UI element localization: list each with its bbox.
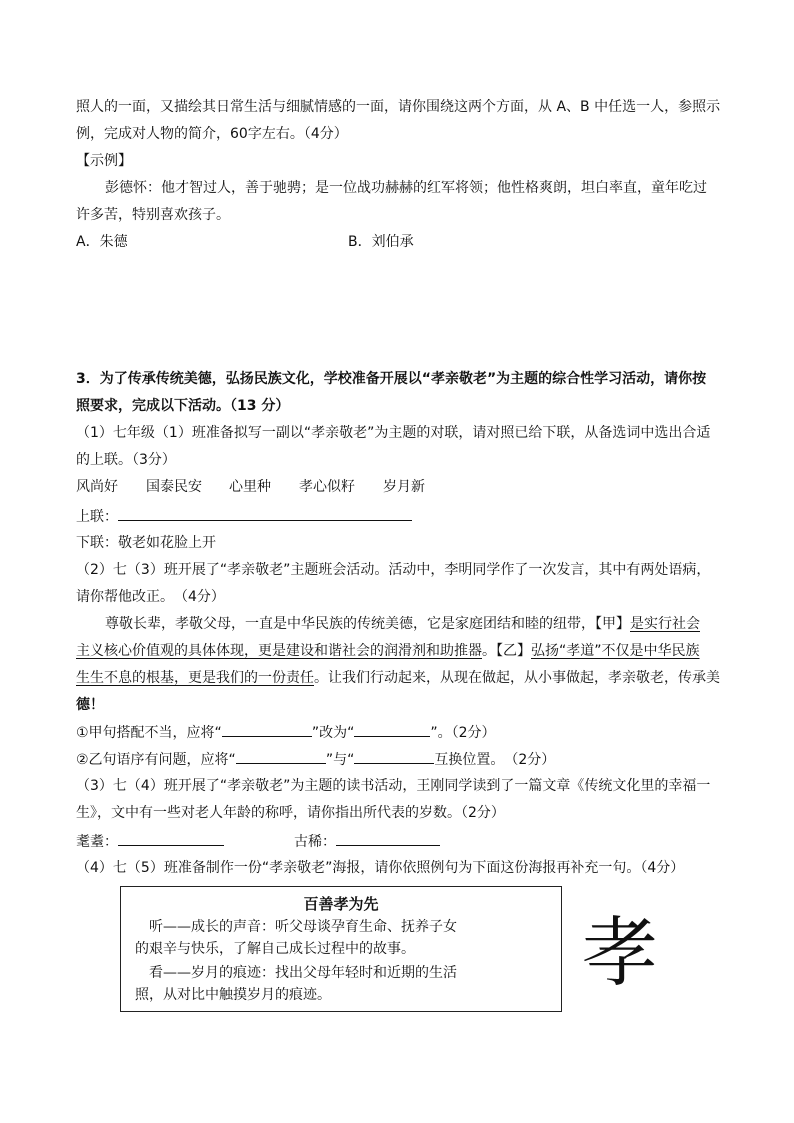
age-row [76, 831, 440, 852]
fix2-blank-a[interactable] [236, 749, 326, 764]
passage-line3 [76, 668, 720, 688]
word-4: 孝心似籽 [299, 479, 355, 495]
q3-part2-line2: 请你帮他改正。 （4分） [76, 589, 225, 605]
q3-part4-line: （4）七（5）班准备制作一份“孝亲敬老”海报，请你依照例句为下面这份海报再补充一句。（4分） [76, 860, 685, 876]
lower-couplet: 下联：敬老如花脸上开 [76, 535, 216, 551]
q3-part1-line2: 的上联。（3分） [76, 452, 176, 468]
example-line2: 许多苦，特别喜欢孩子。 [76, 207, 230, 223]
q3-part2-line1: （2）七（3）班开展了“孝亲敬老”主题班会活动。活动中，李明同学作了一次发言，其中有两处语病， [76, 562, 711, 578]
q3-part1-line1: （1）七年级（1）班准备拟写一副以“孝亲敬老”为主题的对联，请对照已给下联，从备选词中选出合适 [76, 425, 711, 441]
q2-text-line2: 例，完成对人物的简介，60字左右。（4分） [76, 126, 348, 142]
poster-line4: 照，从对比中触摸岁月的痕迹。 [135, 987, 331, 1003]
passage-line2 [76, 641, 700, 661]
word-3: 心里种 [229, 479, 271, 495]
poster-title: 百善孝为先 [303, 895, 379, 913]
poster-line3: 看——岁月的痕迹：找出父母年轻时和近期的生活 [135, 965, 457, 981]
yi-sentence-part1: 弘扬“孝道”不仅是中华民族 [531, 643, 700, 659]
jia-sentence-part2: 主义核心价值观的具体体现，更是建设和谐社会的润滑剂和助推器 [76, 643, 482, 659]
age-label-a: 耄耋： [76, 834, 118, 850]
word-2: 国泰民安 [146, 479, 202, 495]
age-blank-a[interactable] [118, 831, 224, 846]
fix2-blank-b[interactable] [354, 749, 434, 764]
fix2-text-a: ②乙句语序有问题，应将“ [76, 752, 236, 768]
yi-tag: 。【乙】 [482, 643, 531, 659]
upper-couplet-row [76, 506, 412, 527]
poster-big-character: 孝 [582, 908, 658, 997]
passage-line1 [105, 614, 700, 634]
upper-couplet-label: 上联： [76, 509, 118, 525]
age-blank-b[interactable] [336, 831, 440, 846]
fix2-text-c: 互换位置。 （2分） [434, 752, 556, 768]
word-1: 风尚好 [76, 479, 118, 495]
fix1-blank-to[interactable] [354, 722, 430, 737]
age-label-b: 古稀： [294, 834, 336, 850]
poster-line2: 的艰辛与快乐，了解自己成长过程中的故事。 [135, 941, 415, 957]
fix1-text-a: ①甲句搭配不当，应将“ [76, 725, 222, 741]
word-5: 岁月新 [383, 479, 425, 495]
q3-part3-line2: 生》，文中有一些对老人年龄的称呼，请你指出所代表的岁数。（2分） [76, 805, 505, 821]
fix1-row [76, 722, 496, 743]
fix1-blank-from[interactable] [222, 722, 312, 737]
poster-line1: 听——成长的声音：听父母谈孕育生命、抚养子女 [135, 919, 457, 935]
fix2-row [76, 749, 555, 770]
yi-sentence-part2: 生生不息的根基，更是我们的一份责任 [76, 670, 314, 686]
fix1-text-c: ”。（2分） [430, 725, 496, 741]
passage-line4: 德！ [76, 697, 104, 713]
passage-text-rest: 。让我们行动起来，从现在做起，从小事做起，孝亲敬老，传承美 [314, 670, 720, 686]
example-line1: 彭德怀：他才智过人，善于驰骋；是一位战功赫赫的红军将领；他性格爽朗，坦白率直，童年吃过 [105, 180, 707, 196]
jia-tag: 【甲】 [595, 616, 630, 632]
option-b: B．刘伯承 [348, 234, 414, 250]
jia-sentence-part1: 是实行社会 [630, 616, 700, 632]
option-a: A．朱德 [76, 234, 128, 250]
passage-text: 尊敬长辈，孝敬父母，一直是中华民族的传统美德，它是家庭团结和睦的纽带， [105, 616, 595, 632]
q3-title-line2: 照要求，完成以下活动。（13 分） [76, 398, 290, 414]
upper-couplet-blank[interactable] [118, 506, 412, 521]
fix2-text-b: ”与“ [325, 752, 355, 768]
q3-title-line1: 3．为了传承传统美德，弘扬民族文化，学校准备开展以“孝亲敬老”为主题的综合性学习活动，请你按 [76, 371, 707, 387]
poster-box [120, 886, 562, 1012]
q2-text-line1: 照人的一面，又描绘其日常生活与细腻情感的一面，请你围绕这两个方面，从 A、B 中任选一人，参照示 [76, 99, 721, 115]
q3-part3-line1: （3）七（4）班开展了“孝亲敬老”为主题的读书活动，王刚同学读到了一篇文章《传统文化里的幸福一 [76, 778, 711, 794]
fix1-text-b: ”改为“ [311, 725, 355, 741]
example-tag: 【示例】 [76, 153, 132, 169]
